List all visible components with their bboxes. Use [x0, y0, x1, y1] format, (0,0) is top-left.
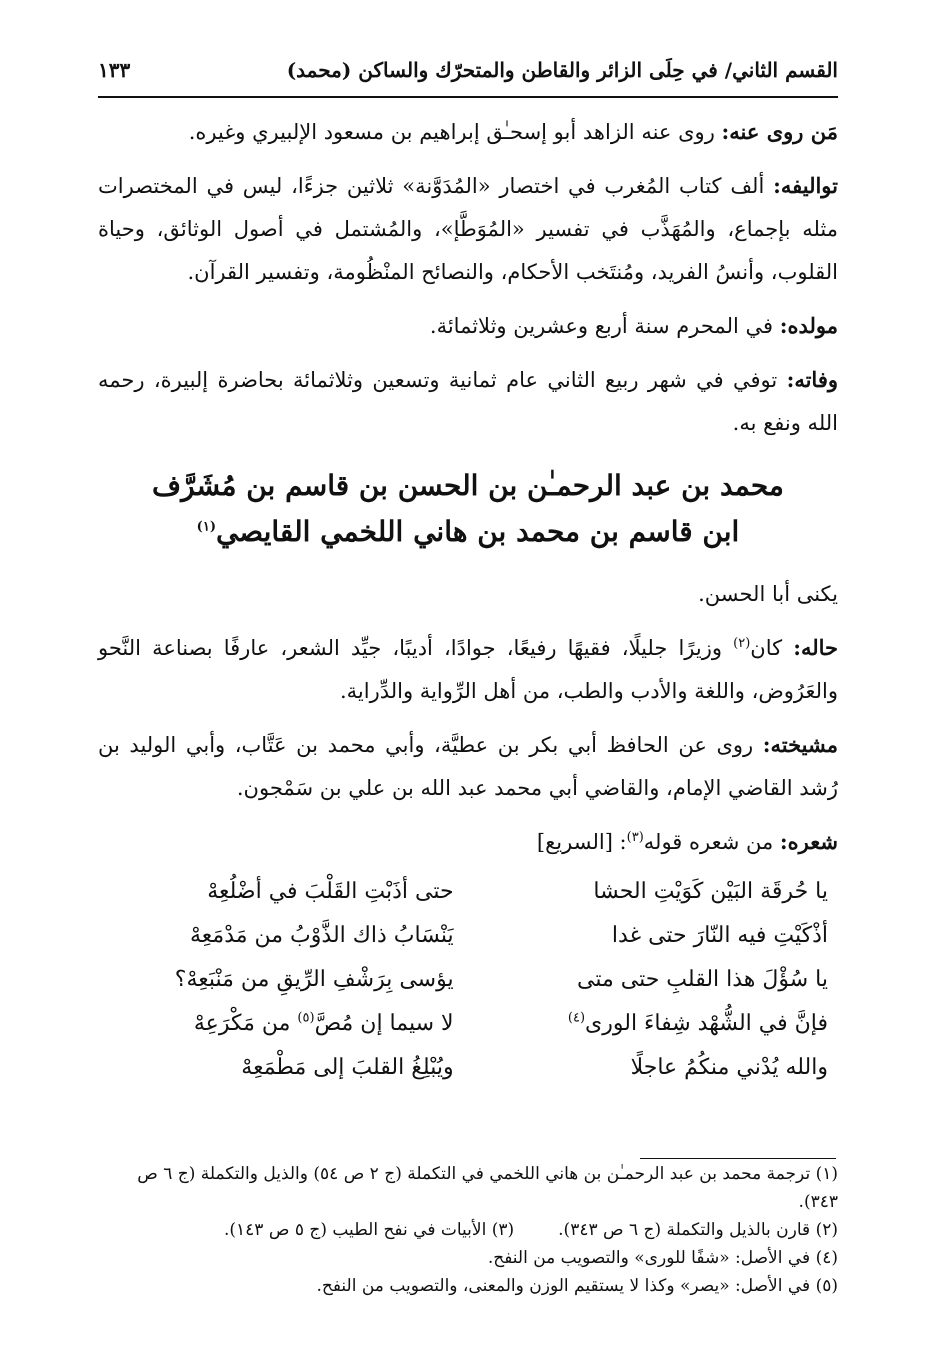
poetry-meter: : [السريع]: [536, 830, 627, 854]
status-label: حاله:: [793, 635, 838, 660]
footnote-rule: [640, 1158, 836, 1159]
header-rule: [98, 96, 838, 98]
page-header: [98, 52, 838, 88]
verse-first-hemistich: يا سُؤْلَ هذا القلبِ حتى متى: [576, 967, 828, 992]
footnote-ref-4: (٤): [567, 1010, 586, 1026]
verse-line: [98, 1046, 838, 1090]
entry-title-line2: ابن قاسم بن محمد بن هاني اللخمي القايصي: [215, 515, 740, 548]
footnote-number: (٥): [815, 1276, 838, 1296]
death-paragraph: [98, 358, 838, 445]
poem: [98, 870, 838, 1090]
footnote-text: ترجمة محمد بن عبد الرحمـٰن بن هاني اللخمي في التكملة (ج ٢ ص ٥٤) والذيل والتكملة (ج ٦ ص ٣٤٣).: [137, 1164, 838, 1212]
footnote-ref-1: (١): [196, 519, 216, 535]
footnote: [98, 1272, 838, 1300]
verse-line: [98, 870, 838, 914]
footnote: [224, 1216, 514, 1244]
poetry-pre: من شعره قوله: [643, 830, 774, 854]
footnote-number: (٤): [815, 1248, 838, 1268]
birth-label: مولده:: [779, 313, 838, 338]
works-label: تواليفه:: [773, 173, 838, 198]
works-text: ألف كتاب المُغرب في اختصار «المُدَوَّنة» ثلاثين جزءًا، ليس في المختصرات مثله بإجماع، والمُهَذَّب في تفسير «المُوَطَّإ»، والمُشتمل في أصول الوثائق، وحياة القلوب، وأنسُ الفريد، ومُنتَخب الأحكام، والنصائح المنْظُومة، وتفسير القرآن.: [98, 174, 838, 284]
entry-title-line1: محمد بن عبد الرحمـٰن بن الحسن بن قاسم بن مُشَرَّف: [152, 469, 784, 502]
verse-second-hemistich: يَنْسَابُ ذاك الذَّوْبُ من مَدْمَعِهْ: [190, 923, 454, 948]
works-paragraph: [98, 164, 838, 294]
students-label: مَن روى عنه:: [721, 119, 838, 144]
poetry-label: شعره:: [779, 829, 838, 854]
verse-second-hemistich: حتى أذَبْتِ القَلْبَ في أضْلُعِهْ: [207, 879, 454, 904]
footnote-ref-2: (٢): [733, 636, 751, 651]
death-label: وفاته:: [786, 367, 838, 392]
running-title: القسم الثاني/ في حِلَى الزائر والقاطن والمتحرّك والساكن (محمد): [286, 58, 838, 82]
status-paragraph: [98, 626, 838, 713]
verse-first-hemistich: [482, 1002, 828, 1046]
students-paragraph: [98, 110, 838, 154]
footnote-text: في الأصل: «يصر» وكذا لا يستقيم الوزن والمعنى، والتصويب من النفح.: [316, 1276, 811, 1296]
verse-second-hemistich: [108, 1002, 454, 1046]
verse-text: فإنَّ في الشُّهْد شِفاءَ الورى: [585, 1011, 828, 1036]
entry-title-line2-wrap: [98, 509, 838, 555]
footnote-number: (١): [815, 1164, 838, 1184]
teachers-label: مشيخته:: [762, 732, 838, 757]
footnote-row: [98, 1216, 838, 1244]
verse-first-hemistich: يا حُرقَة البَيْن كَوَيْتِ الحشا: [593, 879, 828, 904]
footnote-text: قارن بالذيل والتكملة (ج ٦ ص ٣٤٣).: [558, 1220, 811, 1240]
teachers-text: روى عن الحافظ أبي بكر بن عطيَّة، وأبي محمد بن عَتَّاب، وأبي الوليد بن رُشد القاضي الإمام، والقاضي أبي محمد عبد الله بن علي بن سَمْجون.: [98, 733, 838, 800]
kunya-paragraph: يكنى أبا الحسن.: [698, 582, 838, 606]
verse-second-hemistich: يؤسى بِرَشْفِ الرِّيقِ من مَنْبَعِهْ؟: [174, 967, 454, 992]
status-text: وزيرًا جليلًا، فقيهًا رفيعًا، جوادًا، أديبًا، جيِّد الشعر، عارفًا بصناعة النَّحو والعَرُوض، واللغة والأدب والطب، من أهل الرِّواية والدِّراية.: [98, 636, 838, 703]
verse-first-hemistich: أذْكَيْتِ فيه النّارَ حتى غدا: [611, 923, 828, 948]
death-text: توفي في شهر ربيع الثاني عام ثمانية وتسعين وثلاثمائة بحاضرة إلبيرة، رحمه الله ونفع به.: [98, 368, 838, 435]
footnote-ref-5: (٥): [297, 1010, 315, 1026]
teachers-paragraph: [98, 723, 838, 810]
footnote: [558, 1216, 838, 1244]
verse-text: من مَكْرَعِهْ: [193, 1011, 291, 1036]
footnote: [98, 1244, 838, 1272]
footnote-number: (٢): [815, 1220, 838, 1240]
birth-text: في المحرم سنة أربع وعشرين وثلاثمائة.: [429, 314, 774, 338]
verse-first-hemistich: والله يُدْني منكُمُ عاجلًا: [630, 1055, 828, 1080]
verse-line: [98, 914, 838, 958]
birth-paragraph: [98, 304, 838, 348]
footnote-text: الأبيات في نفح الطيب (ج ٥ ص ١٤٣).: [223, 1220, 487, 1240]
main-text: [98, 110, 838, 1090]
poetry-paragraph: [98, 820, 838, 864]
page-number: ١٣٣: [98, 58, 131, 82]
verse-second-hemistich: ويُبْلِغُ القلبَ إلى مَطْمَعِهْ: [241, 1055, 454, 1080]
footnotes: [98, 1160, 838, 1300]
status-pre: كان: [750, 636, 783, 660]
footnote-number: (٣): [491, 1220, 515, 1240]
footnote-ref-3: (٣): [626, 830, 644, 845]
students-text: روى عنه الزاهد أبو إسحـٰق إبراهيم بن مسعود الإلبيري وغيره.: [188, 120, 715, 144]
entry-title: [98, 463, 838, 555]
footnote-text: في الأصل: «شفًا للورى» والتصويب من النفح.: [487, 1248, 811, 1268]
verse-line: [98, 1002, 838, 1046]
verse-line: [98, 958, 838, 1002]
verse-text: لا سيما إن مُصَّ: [314, 1011, 454, 1036]
footnote: [98, 1160, 838, 1216]
